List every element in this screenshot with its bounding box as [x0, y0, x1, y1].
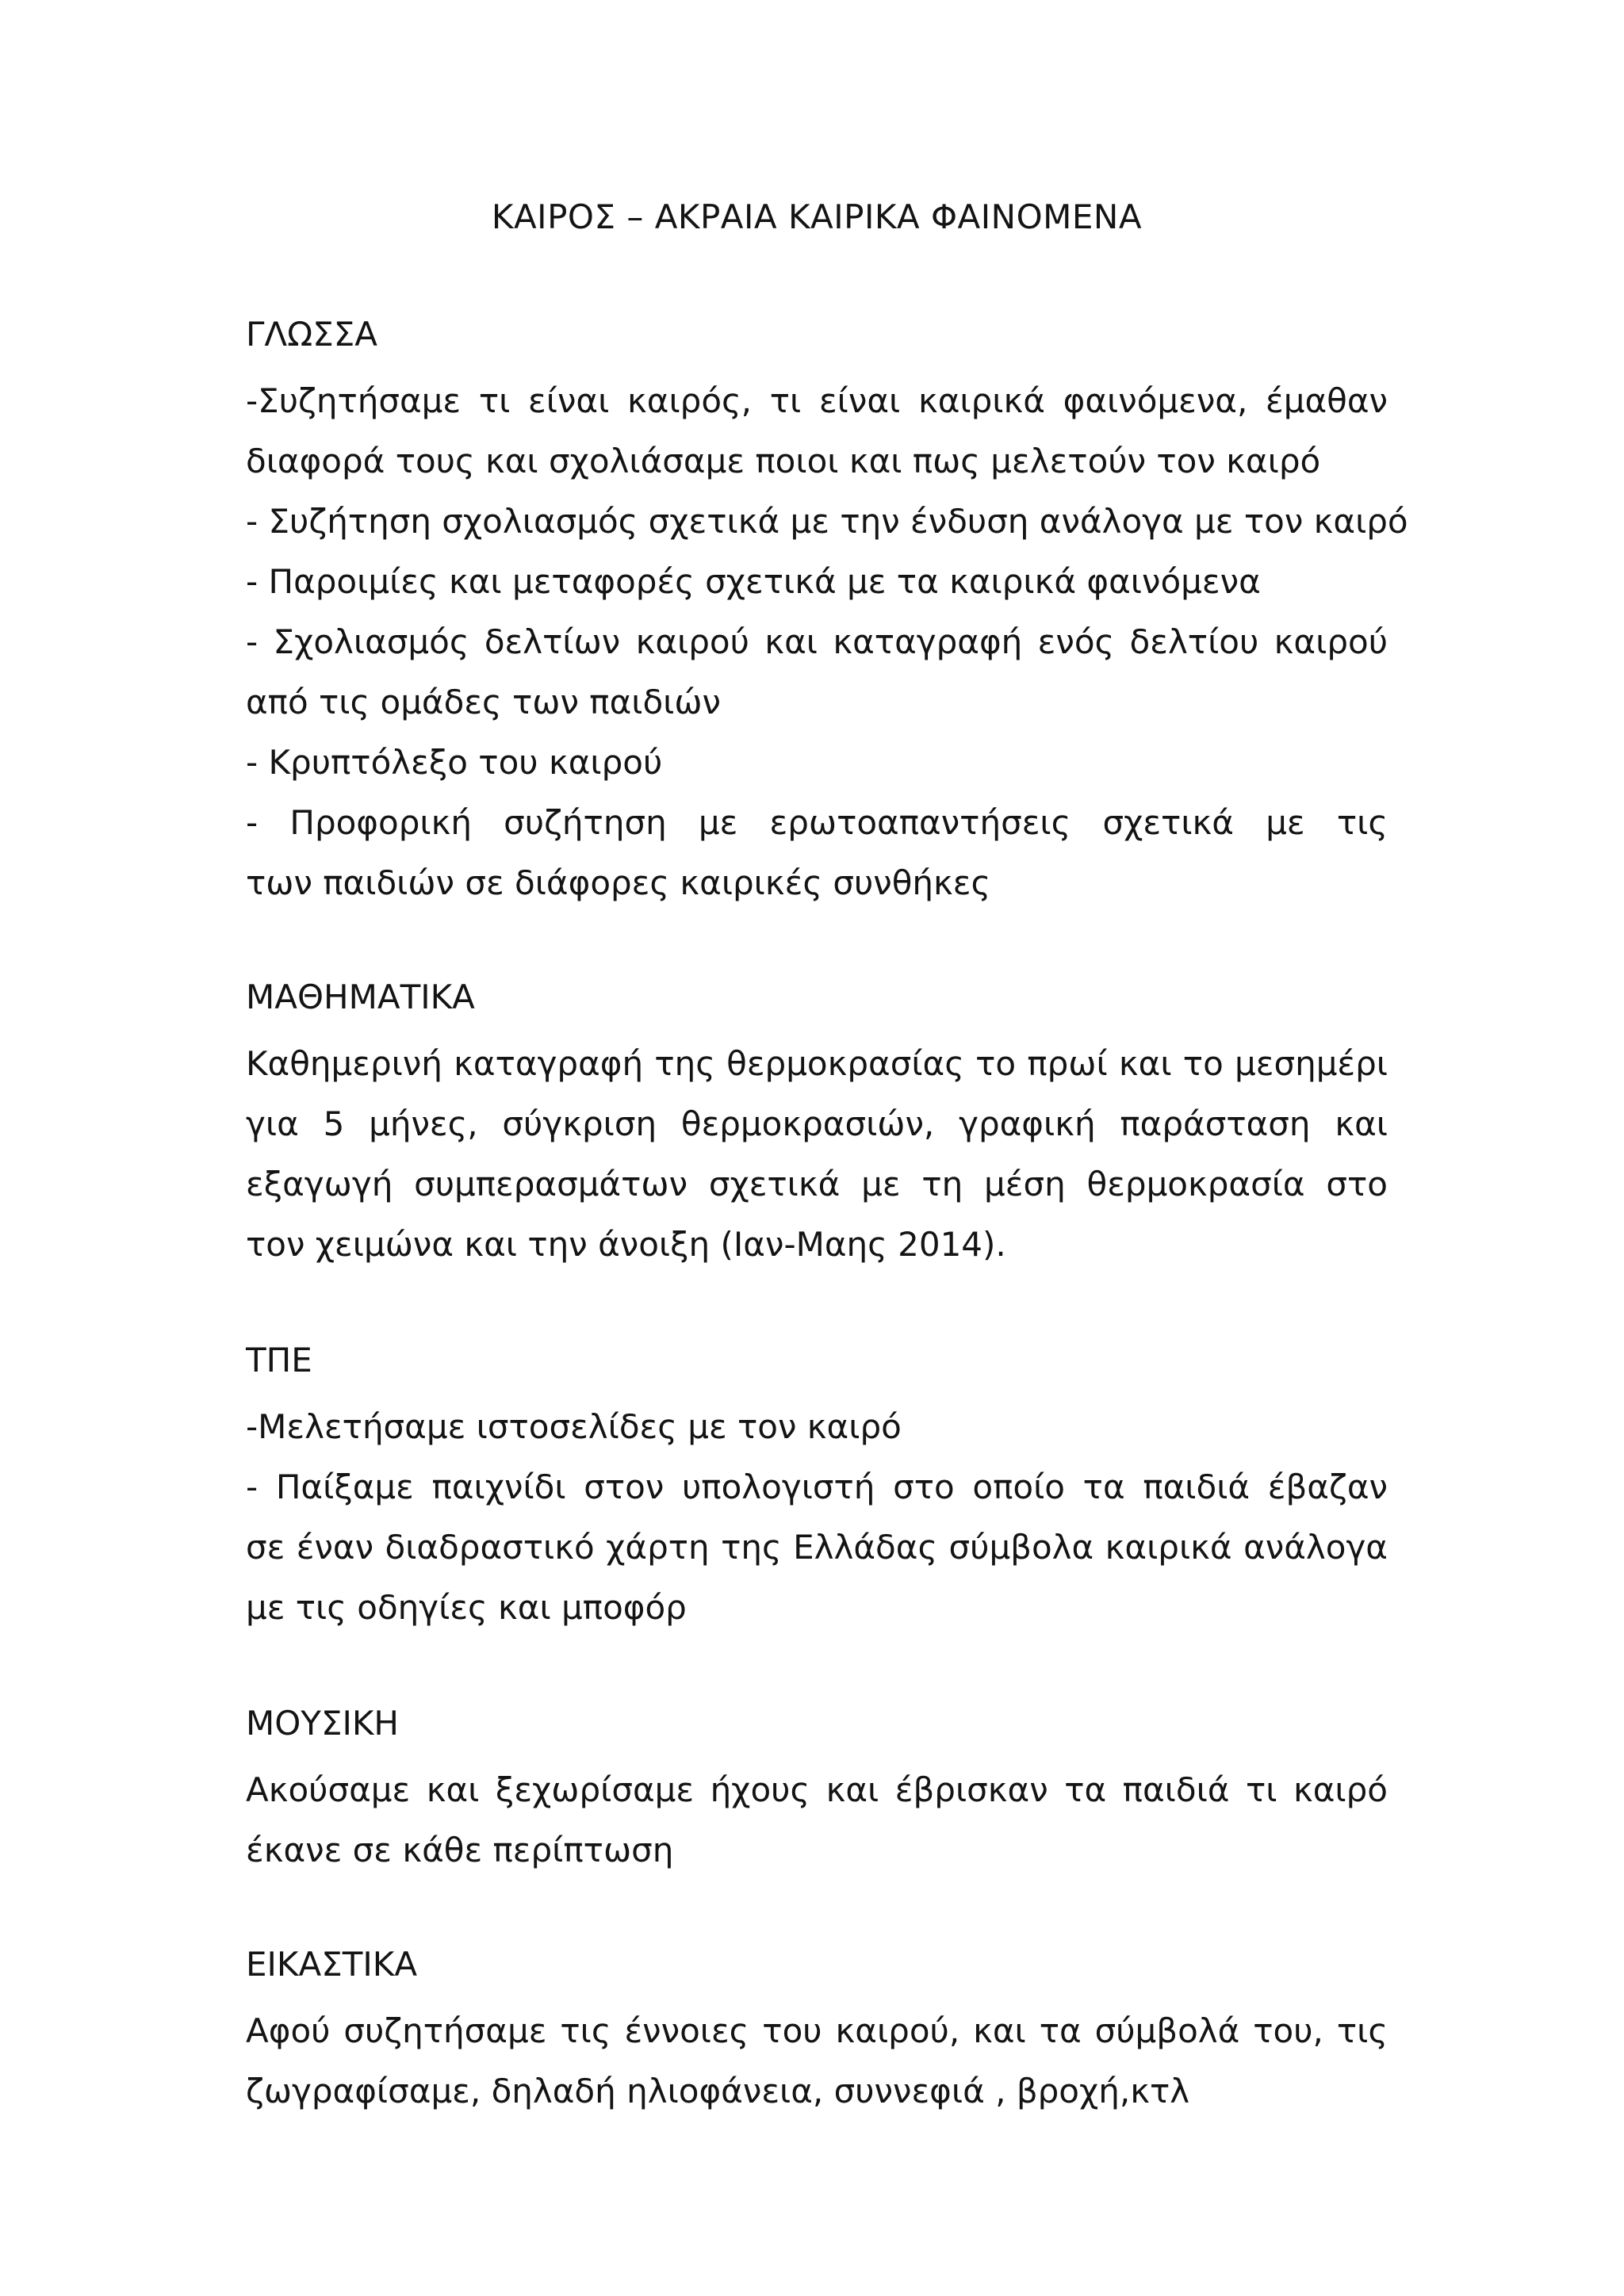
section-heading: ΓΛΩΣΣΑ [246, 315, 378, 354]
text-line: - Κρυπτόλεξο του καιρού [246, 743, 663, 782]
section-music [246, 1700, 1388, 1881]
text-line: διαφορά τους και σχολιάσαμε ποιοι και πως μελετούν τον καιρό [246, 442, 1321, 480]
text-line: - Συζήτηση σχολιασμός σχετικά με την ένδυση ανάλογα με τον καιρό [246, 502, 1408, 541]
document-title: ΚΑΙΡΟΣ – ΑΚΡΑΙΑ ΚΑΙΡΙΚΑ ΦΑΙΝΟΜΕΝΑ [491, 197, 1143, 236]
text-line: από τις ομάδες των παιδιών [246, 683, 722, 721]
section-visual-arts [246, 1941, 1388, 2122]
text-line: - Προφορική συζήτηση με ερωτοαπαντήσεις σχετικά με τις [246, 803, 1388, 842]
text-line: για 5 μήνες, σύγκριση θερμοκρασιών, γραφική παράσταση και [246, 1104, 1388, 1143]
section-body [246, 1397, 1388, 1638]
text-line: με τις οδηγίες και μποφόρ [246, 1588, 687, 1627]
text-line: - Σχολιασμός δελτίων καιρού και καταγραφή ενός δελτίου καιρού [246, 622, 1388, 661]
text-line: Ακούσαμε και ξεχωρίσαμε ήχους και έβρισκαν τα παιδιά τι καιρό [246, 1770, 1388, 1809]
section-heading: ΕΙΚΑΣΤΙΚΑ [246, 1945, 418, 1984]
section-heading: ΤΠΕ [246, 1341, 312, 1380]
document-page [246, 0, 1408, 2296]
text-line: Καθημερινή καταγραφή της θερμοκρασίας το πρωί και το μεσημέρι [246, 1044, 1388, 1083]
text-line: Αφού συζητήσαμε τις έννοιες του καιρού, και τα σύμβολά του, τις [246, 2011, 1388, 2050]
section-body [246, 1760, 1388, 1881]
text-line: ζωγραφίσαμε, δηλαδή ηλιοφάνεια, συννεφιά , βροχή,κτλ [246, 2072, 1190, 2110]
section-heading: ΜΟΥΣΙΚΗ [246, 1704, 399, 1743]
text-line: τον χειμώνα και την άνοιξη (Ιαν-Μαης 2014). [246, 1225, 1006, 1264]
text-line: - Παροιμίες και μεταφορές σχετικά με τα καιρικά φαινόμενα [246, 562, 1261, 601]
section-mathematics [246, 974, 1388, 1275]
section-body [246, 2001, 1388, 2122]
text-line: εξαγωγή συμπερασμάτων σχετικά με τη μέση θερμοκρασία στο [246, 1165, 1388, 1203]
text-line: -Συζητήσαμε τι είναι καιρός, τι είναι καιρικά φαινόμενα, έμαθαν [246, 381, 1388, 420]
text-line: σε έναν διαδραστικό χάρτη της Ελλάδας σύμβολα καιρικά ανάλογα [246, 1528, 1388, 1567]
text-line: -Μελετήσαμε ιστοσελίδες με τον καιρό [246, 1407, 902, 1446]
section-body [246, 1034, 1388, 1275]
section-heading: ΜΑΘΗΜΑΤΙΚΑ [246, 978, 475, 1016]
text-line: των παιδιών σε διάφορες καιρικές συνθήκες [246, 863, 991, 902]
text-line: - Παίξαμε παιχνίδι στον υπολογιστή στο οποίο τα παιδιά έβαζαν [246, 1468, 1388, 1506]
section-body [246, 371, 1408, 913]
text-line: έκανε σε κάθε περίπτωση [246, 1831, 674, 1869]
section-language [246, 311, 1408, 913]
section-ict [246, 1337, 1388, 1638]
